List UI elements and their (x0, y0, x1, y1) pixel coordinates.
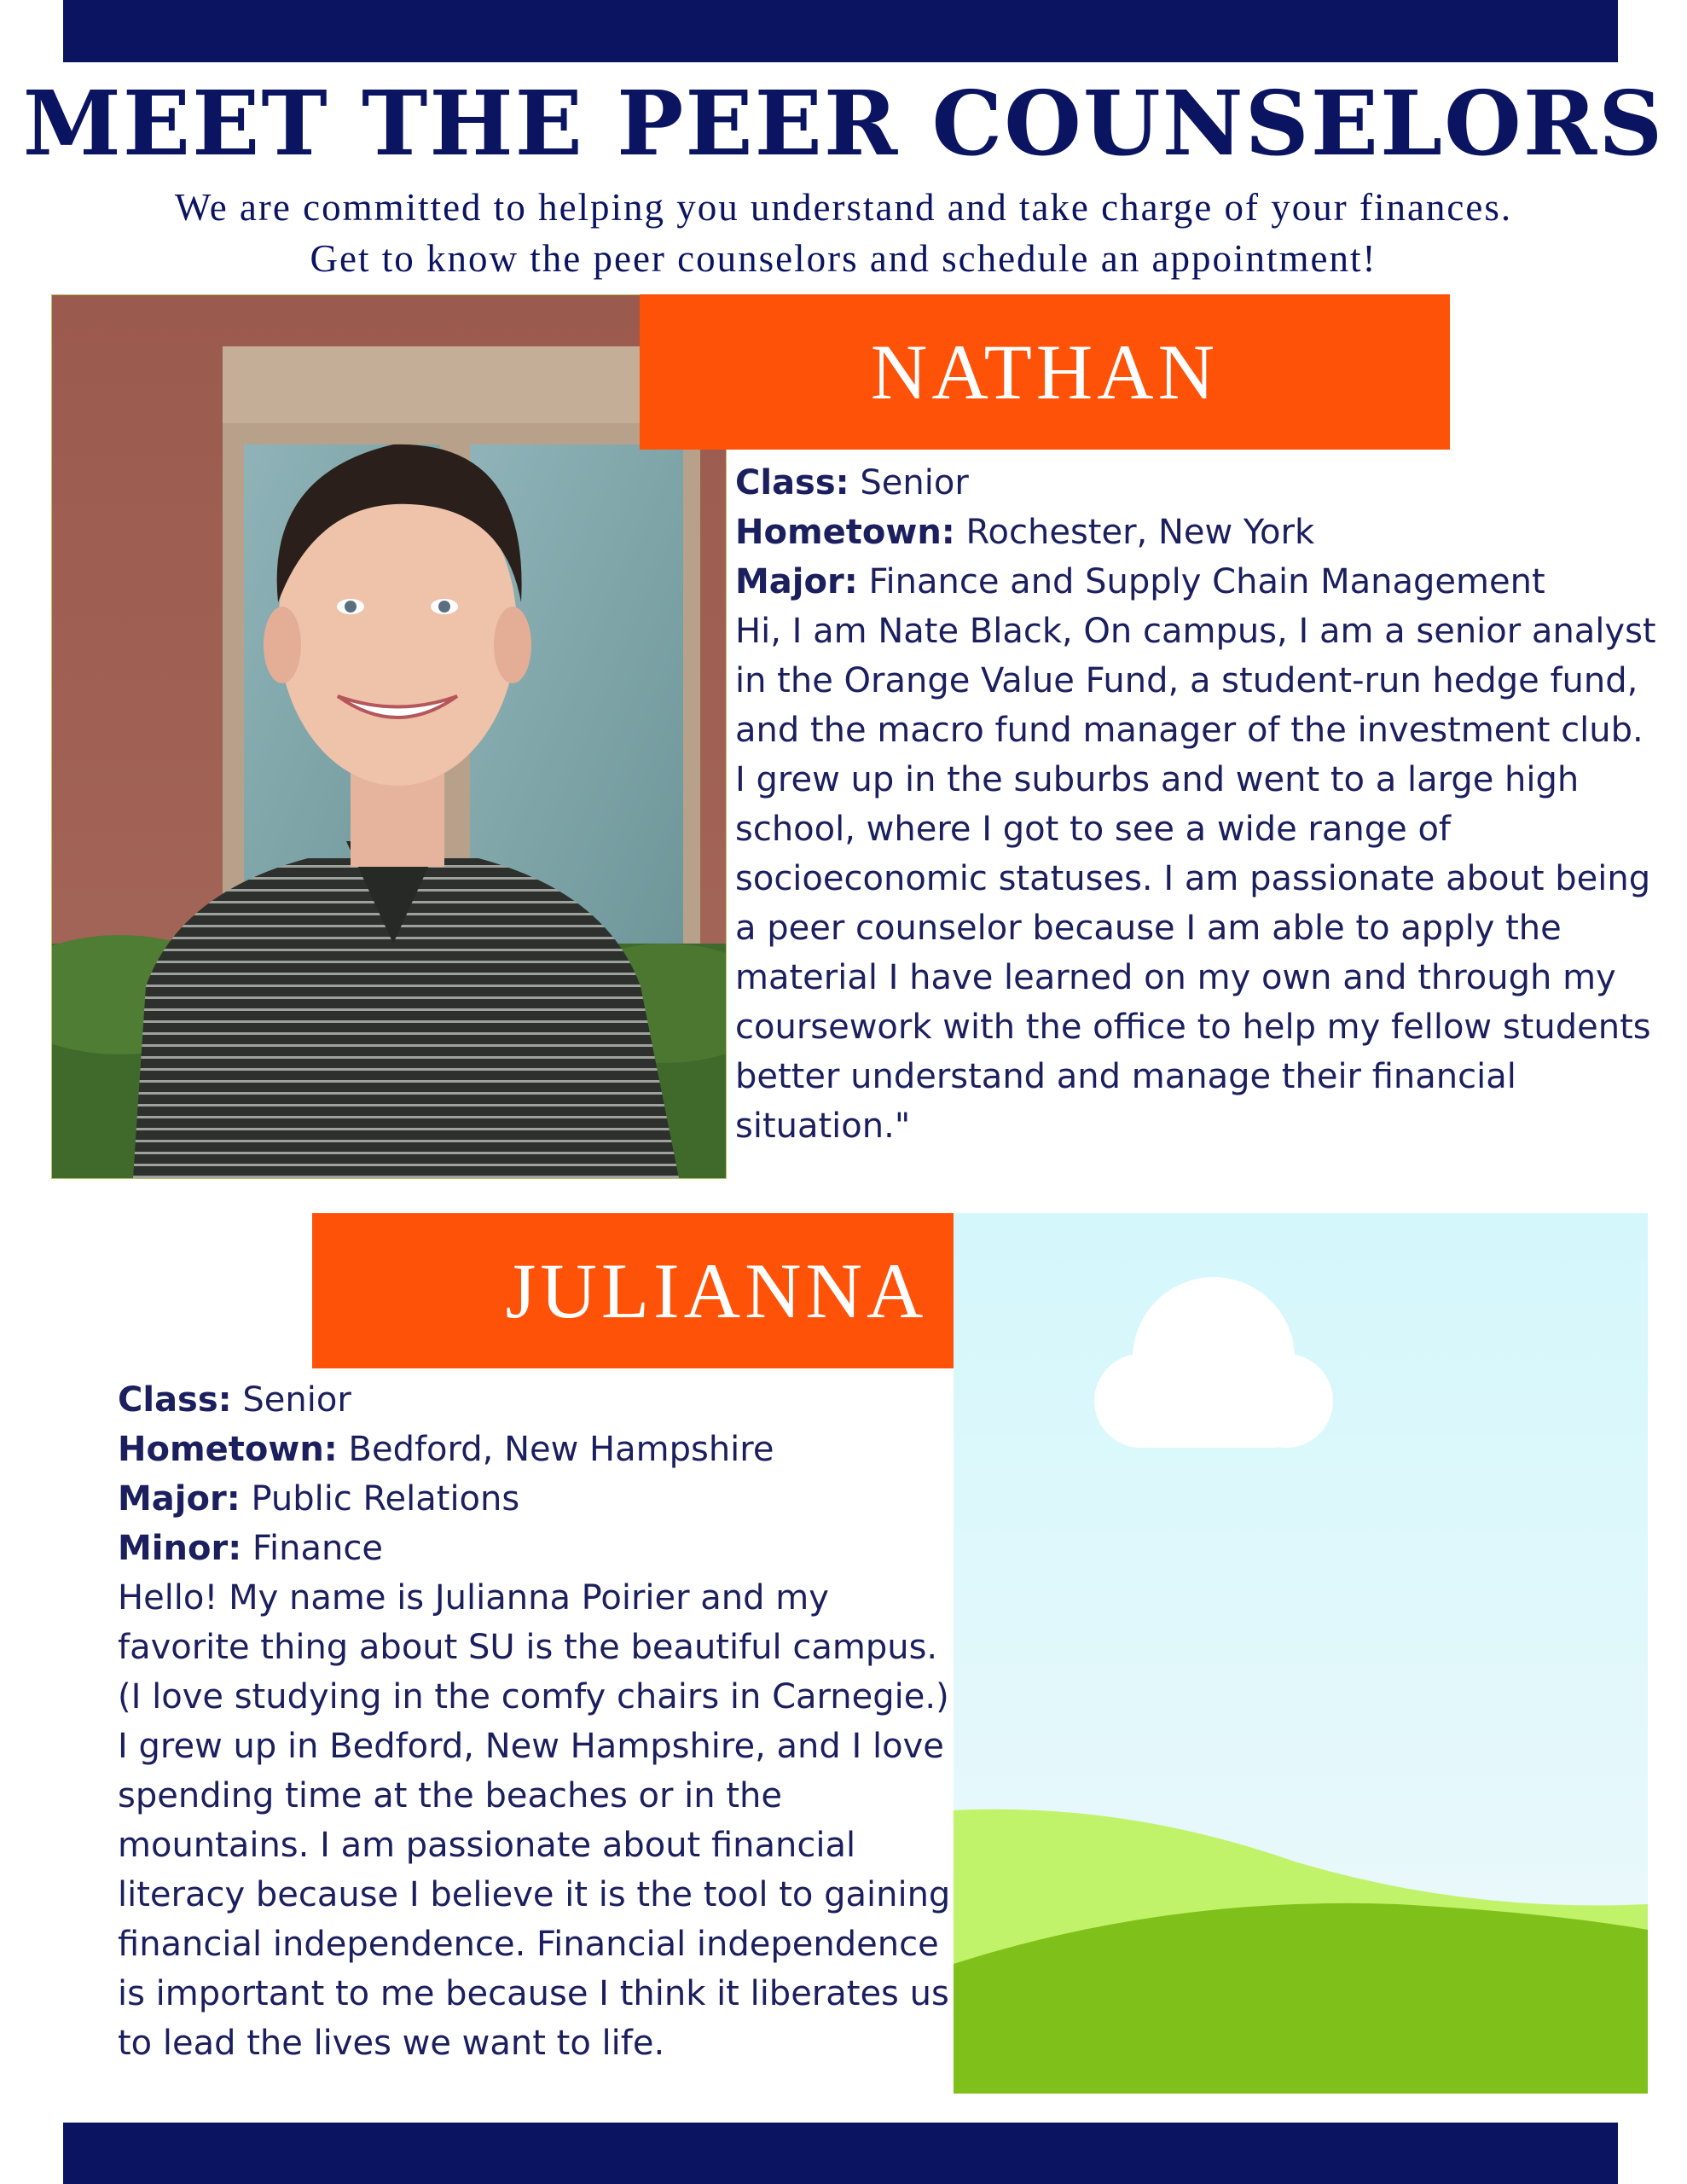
class-label: Class: (118, 1380, 232, 1420)
julianna-hometown-line (118, 1425, 962, 1474)
nathan-photo (51, 294, 727, 1179)
bottom-border-bar (63, 2123, 1618, 2184)
julianna-name-banner: JULIANNA (312, 1213, 1121, 1368)
nathan-profile (735, 458, 1656, 1151)
major-label: Major: (118, 1479, 241, 1519)
nathan-name-banner: NATHAN (640, 294, 1450, 450)
major-value: Finance and Supply Chain Management (868, 562, 1545, 601)
hometown-label: Hometown: (735, 513, 955, 552)
subtitle-line-1: We are committed to helping you understand and take charge of your finances. (174, 186, 1513, 229)
minor-label: Minor: (118, 1529, 242, 1568)
major-value: Public Relations (251, 1479, 520, 1519)
hometown-label: Hometown: (118, 1430, 338, 1469)
top-border-bar (63, 0, 1618, 62)
nathan-class-line (735, 458, 1656, 508)
subtitle-line-2: Get to know the peer counselors and schedule an appointment! (310, 237, 1377, 280)
major-label: Major: (735, 562, 858, 601)
nathan-bio: Hi, I am Nate Black, On campus, I am a senior analyst in the Orange Value Fund, a student-run hedge fund, and the macro fund manager of the investment club. I grew up in the suburbs and went to a large high school, where I got to see a wide range of socioeconomic statuses. I am passionate about being a peer counselor because I am able to apply the material I have learned on my own and through my coursework with the office to help my fellow students better understand and manage their financial situation." (735, 612, 1656, 1146)
page-title: MEET THE PEER COUNSELORS (22, 71, 1665, 176)
hometown-value: Rochester, New York (965, 513, 1315, 552)
hometown-value: Bedford, New Hampshire (348, 1430, 774, 1469)
julianna-photo (954, 1213, 1648, 2094)
nathan-hometown-line (735, 508, 1656, 557)
class-value: Senior (242, 1380, 351, 1420)
julianna-major-line (118, 1474, 962, 1524)
minor-value: Finance (252, 1529, 383, 1568)
class-label: Class: (735, 463, 849, 502)
class-value: Senior (860, 463, 969, 502)
julianna-profile (118, 1375, 962, 2068)
julianna-bio: Hello! My name is Julianna Poirier and my favorite thing about SU is the beautiful campus. (I love studying in the comfy chairs in Carnegie.) I grew up in Bedford, New Hampshire, and I love spending time at the beaches or in the mountains. I am passionate about financial literacy because I believe it is the tool to gaining financial independence. Financial independence is important to me because I think it liberates us to lead the lives we want to life. (118, 1578, 951, 2063)
julianna-minor-line (118, 1524, 962, 1573)
julianna-class-line (118, 1375, 962, 1425)
nathan-major-line (735, 557, 1656, 607)
